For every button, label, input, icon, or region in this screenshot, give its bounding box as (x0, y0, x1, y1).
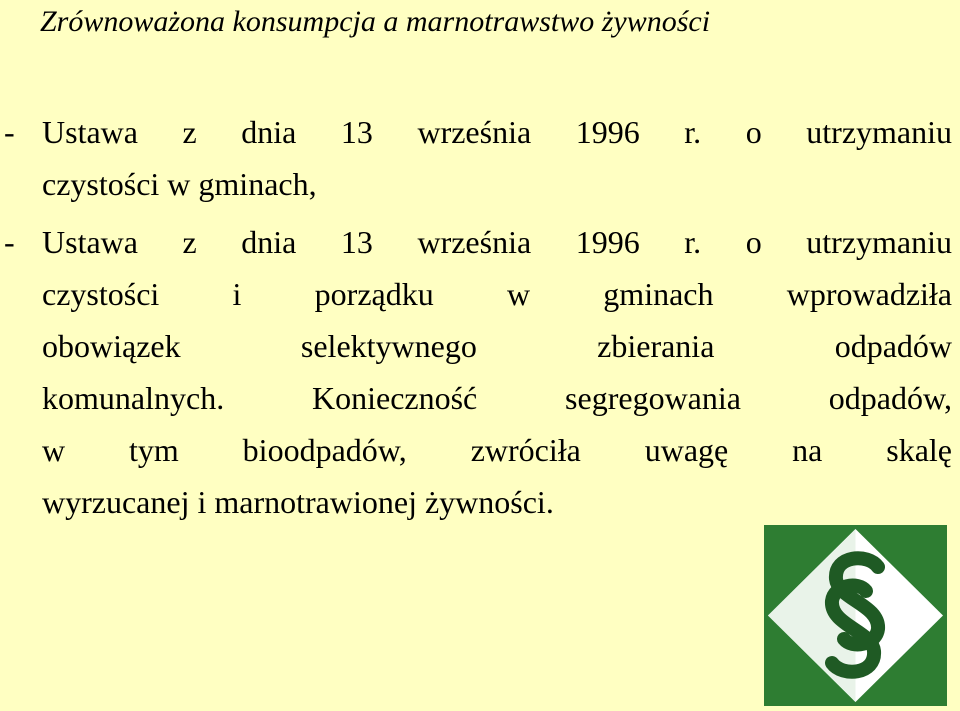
law-item-2-line-3: obowiązek selektywnego zbierania odpadów (42, 328, 952, 364)
law-item-1 (0, 106, 952, 210)
law-item-2-line-4: komunalnych. Konieczność segregowania odpadów, (42, 380, 952, 416)
law-item-2-line-6: wyrzucanej i marnotrawionej żywności. (42, 484, 554, 520)
law-item-2-text: Ustawa z dnia 13 września 1996 r. o utrzymaniu (42, 224, 952, 260)
law-item-2-line-2: czystości i porządku w gminach wprowadziła (42, 276, 952, 312)
law-item-1-line-1 (0, 106, 952, 158)
bullet-dash: - (4, 224, 15, 260)
bullet-dash: - (4, 114, 15, 150)
law-item-1-text: Ustawa z dnia 13 września 1996 r. o utrzymaniu (42, 114, 952, 150)
law-item-2-line-5: w tym bioodpadów, zwróciła uwagę na skalę (42, 432, 952, 468)
slide-title: Zrównoważona konsumpcja a marnotrawstwo żywności (40, 5, 711, 38)
law-item-2 (0, 216, 952, 528)
law-item-2-line-1 (0, 216, 952, 268)
law-item-1-line-2: czystości w gminach, (42, 166, 317, 202)
paragraph-sign-icon (764, 525, 947, 706)
